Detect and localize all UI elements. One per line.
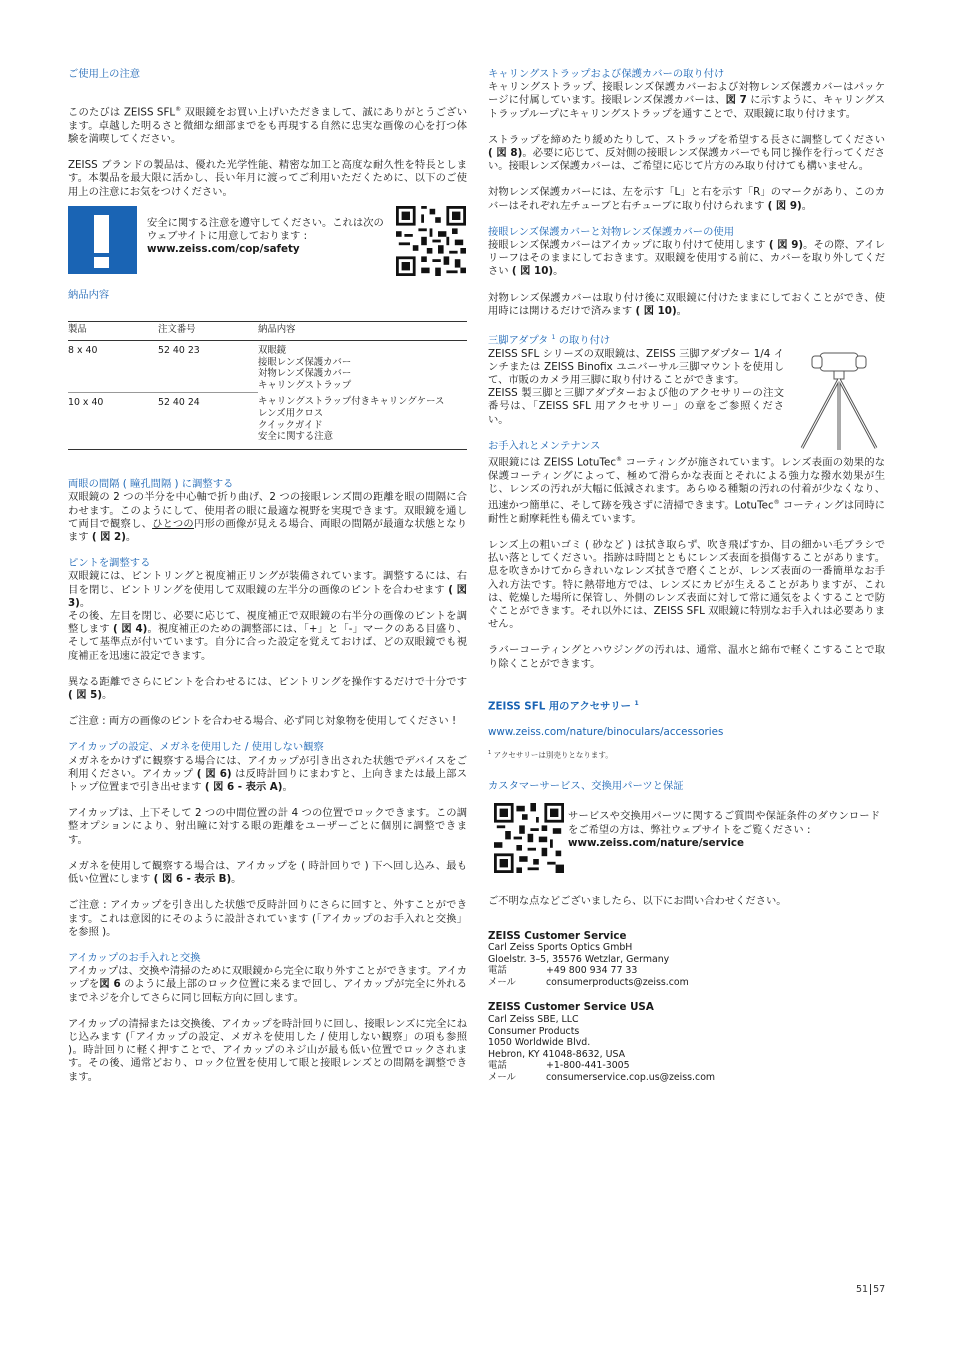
contact-usa: ZEISS Customer Service USA Carl Zeiss SBE, LLC Consumer Products 1050 Worldwide Blvd. Hebron, KY 41048-8632, USA 電話 +1-800-441-3005 メール consumerservice.cop.us@zeiss.com — [488, 1001, 716, 1084]
accessories-title: ZEISS SFL 用のアクセサリー $^1$ — [488, 699, 639, 713]
delivery-title: 納品内容 — [68, 288, 110, 301]
focus-paragraph-1: 双眼鏡には、ピントリングと視度補正リングが装備されています。調整するには、右目を閉じ、ピントリングを使用して双眼鏡の左半分の画像のピントを合わせます ( 図 3)。 — [68, 570, 467, 609]
intro-paragraph-2: ZEISS ブランドの製品は、優れた光学性能、精密な加工と高度な耐久性を特長とします。本製品を最大限に活かし、長い年月に渡ってご利用いただくために、以下のご使用上の注意にお気をつけください。 — [68, 159, 467, 198]
ipd-paragraph: 双眼鏡の 2 つの半分を中心軸で折り曲げ、2 つの接眼レンズ間の距離を眼の間隔に合わせます。このようにして、使用者の眼に最適な視野を実現できます。双眼鏡を通して両目で観察し、ひとつの円形の画像が見える場合、両眼の間隔が最適な状態となります ( 図 2)。 — [68, 491, 468, 544]
maintenance-paragraph-3: ラバーコーティングとハウジングの汚れは、通常、温水と綿布で軽くこすることで取り除くことができます。 — [488, 644, 885, 670]
right-column — [488, 68, 885, 1084]
cover-title: 接眼レンズ保護カバーと対物レンズ保護カバーの使用 — [488, 225, 734, 238]
contact-intro: ご不明な点などございましたら、以下にお問い合わせください。 — [488, 895, 787, 908]
tripod-illustration-icon — [790, 348, 885, 453]
delivery-table — [68, 321, 467, 450]
service-url[interactable]: www.zeiss.com/nature/service — [568, 836, 745, 849]
focus-note: ご注意 : 両方の画像のピントを合わせる場合、必ず同じ対象物を使用してください ! — [68, 715, 457, 728]
safety-text: 安全に関する注意を遵守してください。これは次のウェブサイトに用意しております : — [147, 216, 384, 243]
safety-url[interactable]: www.zeiss.com/cop/safety — [147, 243, 300, 256]
table-row: 8 x 40 52 40 23 双眼鏡 接眼レンズ保護カバー 対物レンズ保護カバー キャリングストラップ — [68, 340, 467, 392]
page-number: 51 57 — [856, 1284, 886, 1295]
strap-paragraph-2: ストラップを締めたり緩めたりして、ストラップを希望する長さに調整してください ( 図 8)。必要に応じて、反対側の接眼レンズ保護カバーでも同じ操作を行ってください。接眼レンズ保護カバーは、ご希望に応じて片方のみ取り付けても構いません。 — [488, 133, 885, 173]
service-title: カスタマーサービス、交換用パーツと保証 — [488, 780, 684, 793]
eyecup-title: アイカップの設定、メガネを使用した / 使用しない観察 — [68, 741, 324, 754]
care-paragraph-2: アイカップの清掃または交換後、アイカップを時計回りに回し、接眼レンズに完全にねじ込みます (「アイカップの設定、メガネを使用した / 使用しない観察」の項も参照 )。時計回りに軽く押すことで、アイカップのネジ山が最も低い位置でロックされます。その後、通常どおり、ロック位置を使用して眼と接眼レンズとの間隔を調整できます。 — [68, 1017, 467, 1083]
strap-paragraph-3: 対物レンズ保護カバーには、左を示す「L」と右を示す「R」のマークがあり、このカバーはそれぞれ左チューブと右チューブに取り付けられます ( 図 9)。 — [488, 186, 885, 212]
strap-title: キャリングストラップおよび保護カバーの取り付け — [488, 68, 725, 80]
left-column — [68, 68, 467, 1084]
maintenance-paragraph-1: 双眼鏡には ZEISS LotuTec® コーティングが施されています。レンズ表面の効果的な保護コーティングによって、極めて滑らかな表面とそれによる強力な撥水効果が生じ、レンズの汚れが大幅に低減されます。あらゆる種類の汚れの付着が少なくなり、迅速かつ簡単に、そして跡を残さずに清掃できます。LotuTec® コーティングは同時に耐性と耐摩耗性も備えています。 — [488, 456, 885, 525]
eyecup-paragraph-2: アイカップは、上下そして 2 つの中間位置の計 4 つの位置でロックできます。この調整オプションにより、射出瞳に対する眼の距離をユーザーごとに個別に調整できます。 — [68, 807, 467, 846]
strap-paragraph-1: キャリングストラップ、接眼レンズ保護カバーおよび対物レンズ保護カバーはパッケージに付属しています。接眼レンズ保護カバーは、図 7 に示すように、キャリングストラップループにキャリングストラップを通すことで、双眼鏡に取り付けます。 — [488, 81, 886, 120]
focus-title: ピントを調整する — [68, 557, 151, 570]
contact-email[interactable]: consumerservice.cop.us@zeiss.com — [546, 1072, 716, 1084]
table-header-row — [68, 322, 467, 341]
service-block — [488, 799, 885, 891]
qr-code-safety — [396, 206, 466, 276]
warning-icon — [68, 206, 137, 274]
tripod-paragraph-1: ZEISS SFL シリーズの双眼鏡は、ZEISS 三脚アダプター 1/4 インチまたは ZEISS Binofix ユニバーサル三脚マウントを使用して、市販のカメラ用三脚に取り付けることができます。 — [488, 347, 784, 387]
eyecup-paragraph-3: メガネを使用して観察する場合は、アイカップを ( 時計回りで ) 下へ回し込み、最も低い位置にします ( 図 6 - 表示 B)。 — [68, 859, 467, 886]
safety-notice — [68, 206, 467, 276]
table-header: 納品内容 — [258, 322, 467, 341]
qr-code-service — [494, 803, 564, 873]
eyecup-paragraph-4: ご注意 : アイカップを引き出した状態で反時計回りにさらに回すと、外すことができます。これは意図的にそのように設計されています (「アイカップのお手入れと交換」を参照 )。 — [68, 899, 467, 938]
table-header: 製品 — [68, 322, 158, 341]
accessories-footnote: $^1$ アクセサリーは別売りとなります。 — [488, 749, 613, 760]
accessories-link[interactable]: www.zeiss.com/nature/binoculars/accessories — [488, 726, 724, 739]
table-header: 注文番号 — [158, 322, 258, 341]
tripod-paragraph-2: ZEISS 製三脚と三脚アダプターおよび他のアクセサリーの注文番号は、「ZEISS SFL 用アクセサリー」の章をご参照ください。 — [488, 387, 784, 426]
focus-paragraph-2: その後、左目を閉じ、必要に応じて、視度補正で双眼鏡の右半分の画像のピントを調整します ( 図 4)。視度補正のための調整部には、「+」と「-」マークのある目盛り、そして基準点が付いています。自分に合った設定を覚えておけば、どの双眼鏡でも視度補正を迅速に設定できます。 — [68, 610, 467, 662]
maintenance-title: お手入れとメンテナンス — [488, 439, 601, 452]
cover-paragraph-2: 対物レンズ保護カバーは取り付け後に双眼鏡に付けたままにしておくことができ、使用時には開けるだけで済みます ( 図 10)。 — [488, 291, 885, 317]
maintenance-paragraph-2: レンズ上の粗いゴミ ( 砂など ) は拭き取らず、吹き飛ばすか、目の細かい毛ブラシで払い落としてください。指跡は時間とともにレンズ表面を損傷することがあります。息を吹きかけてからきれいなレンズ拭きで磨くことが、レンズ表面の一番簡単なお手入れ方法です。特に熱帯地方では、レンズにカビが生えることがありますが、これは、乾燥した場所に保管し、外側のレンズ表面に対して常に通気をよくすることで防ぐことができます。それ以外には、ZEISS SFL 双眼鏡に特別なお手入れは必要ありません。 — [488, 538, 885, 631]
cover-paragraph-1: 接眼レンズ保護カバーはアイカップに取り付けて使用します ( 図 9)。その際、アイレリーフはそのままにしておきます。双眼鏡を使用する前に、カバーを取り外してください ( 図 10)。 — [488, 239, 886, 278]
service-text: サービスや交換用パーツに関するご質問や保証条件のダウンロードをご希望の方は、弊社ウェブサイトをご覧ください : — [568, 810, 880, 836]
care-paragraph-1: アイカップは、交換や清掃のために双眼鏡から完全に取り外すことができます。アイカップを図 6 のように最上部のロック位置に来るまで回し、アイカップが完全に外れるまでネジを介してさらに同じ回転方向に回します。 — [68, 965, 467, 1004]
eyecup-paragraph-1: メガネをかけずに観察する場合には、アイカップが引き出された状態でデバイスをご利用ください。アイカップ ( 図 6) は反時計回りにまわすと、上向きまたは最上部ストップ位置まで引き出せます ( 図 6 - 表示 A)。 — [68, 754, 467, 794]
ipd-title: 両眼の間隔 ( 瞳孔間隔 ) に調整する — [68, 478, 234, 491]
contact-germany: ZEISS Customer Service Carl Zeiss Sports Optics GmbH Gloelstr. 3–5, 35576 Wetzlar, Germany 電話 +49 800 934 77 33 メール consumerproducts@zeiss.com — [488, 929, 689, 988]
usage-title: ご使用上の注意 — [68, 68, 141, 80]
tripod-title: 三脚アダプタ $^1$ の取り付け — [488, 334, 611, 347]
care-title: アイカップのお手入れと交換 — [68, 951, 201, 964]
table-row: 10 x 40 52 40 24 キャリングストラップ付きキャリングケース レンズ用クロス クイックガイド 安全に関する注意 — [68, 392, 467, 450]
contact-email[interactable]: consumerproducts@zeiss.com — [546, 976, 689, 988]
intro-paragraph-1: このたびは ZEISS SFL® 双眼鏡をお買い上げいただきまして、誠にありがとうございます。卓越した明るさと微細な細部までをも再現する自然に忠実な画像の心を打つ体験を満喫してください。 — [68, 106, 467, 146]
focus-paragraph-3: 異なる距離でさらにピントを合わせるには、ピントリングを操作するだけで十分です ( 図 5)。 — [68, 675, 467, 702]
